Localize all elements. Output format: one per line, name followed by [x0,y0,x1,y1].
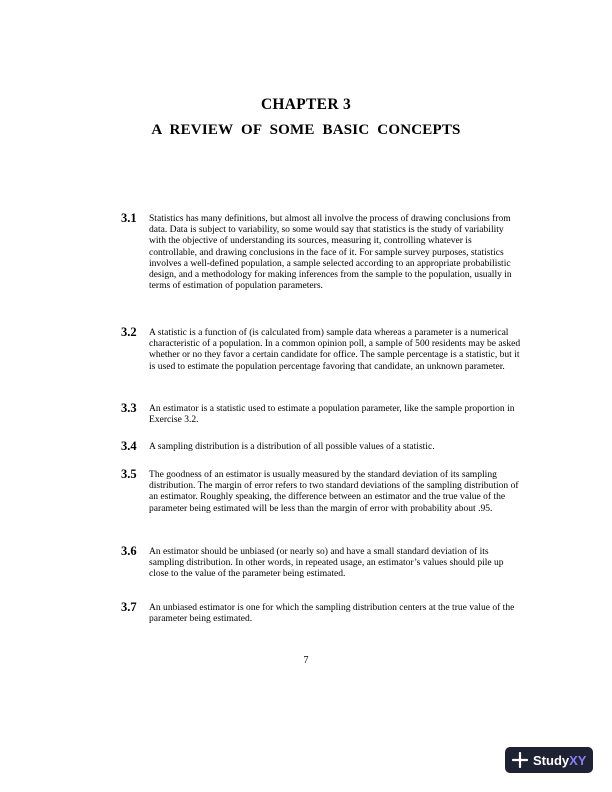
exercise-text: An estimator should be unbiased (or nearly so) and have a small standard deviation of its sampling distribution. In other words, in repeated usage, an estimator’s values should pile up close to the value of the parameter being estimated. [149,546,504,580]
exercise-number: 3.2 [121,325,137,339]
exercise-3-2 [121,327,521,372]
exercise-3-1 [121,213,521,291]
exercise-3-3 [121,403,521,425]
exercise-number: 3.6 [121,544,137,558]
exercise-3-4 [121,441,521,452]
studyxy-badge[interactable] [505,747,593,773]
chapter-title: A REVIEW OF SOME BASIC CONCEPTS [151,122,461,138]
exercise-3-6 [121,546,521,580]
exercise-number: 3.5 [121,467,137,481]
chapter-heading: CHAPTER 3 [260,96,352,113]
page-number: 7 [303,655,309,666]
exercise-3-7 [121,602,521,624]
exercise-text: Statistics has many definitions, but almost all involve the process of drawing conclusions from data. Data is subject to variability, so some would say that statistics is the study of variability with the objective of understanding its sources, measuring it, controlling whatever is controllable, and drawing conclusions in the face of it. For sample survey purposes, statistics involves a well-defined population, a sample selected according to an appropriate probabilistic design, and a methodology for making inferences from the sample to the population, usually in terms of estimation of population parameters. [149,213,512,292]
exercise-number: 3.3 [121,401,137,415]
exercise-text: An unbiased estimator is one for which the sampling distribution centers at the true value of the parameter being estimated. [149,602,515,625]
exercise-number: 3.1 [121,211,137,225]
plus-icon [512,752,528,768]
exercise-text: A sampling distribution is a distribution of all possible values of a statistic. [149,441,435,452]
exercise-text: A statistic is a function of (is calculated from) sample data whereas a parameter is a numerical characteristic of a population. In a common opinion poll, a sample of 500 residents may be asked whether or no they favor a certain candidate for office. The sample percentage is a statistic, but it is used to estimate the population percentage favoring that candidate, an unknown parameter. [149,327,521,372]
exercise-3-5 [121,469,521,514]
exercise-text: The goodness of an estimator is usually measured by the standard deviation of its sampling distribution. The margin of error refers to two standard deviations of the sampling distribution of an estimator. Roughly speaking, the difference between an estimator and the true value of the parameter being estimated will be less than the margin of error with probability about .95. [149,469,519,514]
brand-accent: XY [569,752,587,768]
exercise-text: An estimator is a statistic used to estimate a population parameter, like the sample proportion in Exercise 3.2. [149,403,515,426]
exercise-number: 3.7 [121,600,137,614]
exercise-number: 3.4 [121,439,137,453]
brand-name: Study [533,752,570,768]
